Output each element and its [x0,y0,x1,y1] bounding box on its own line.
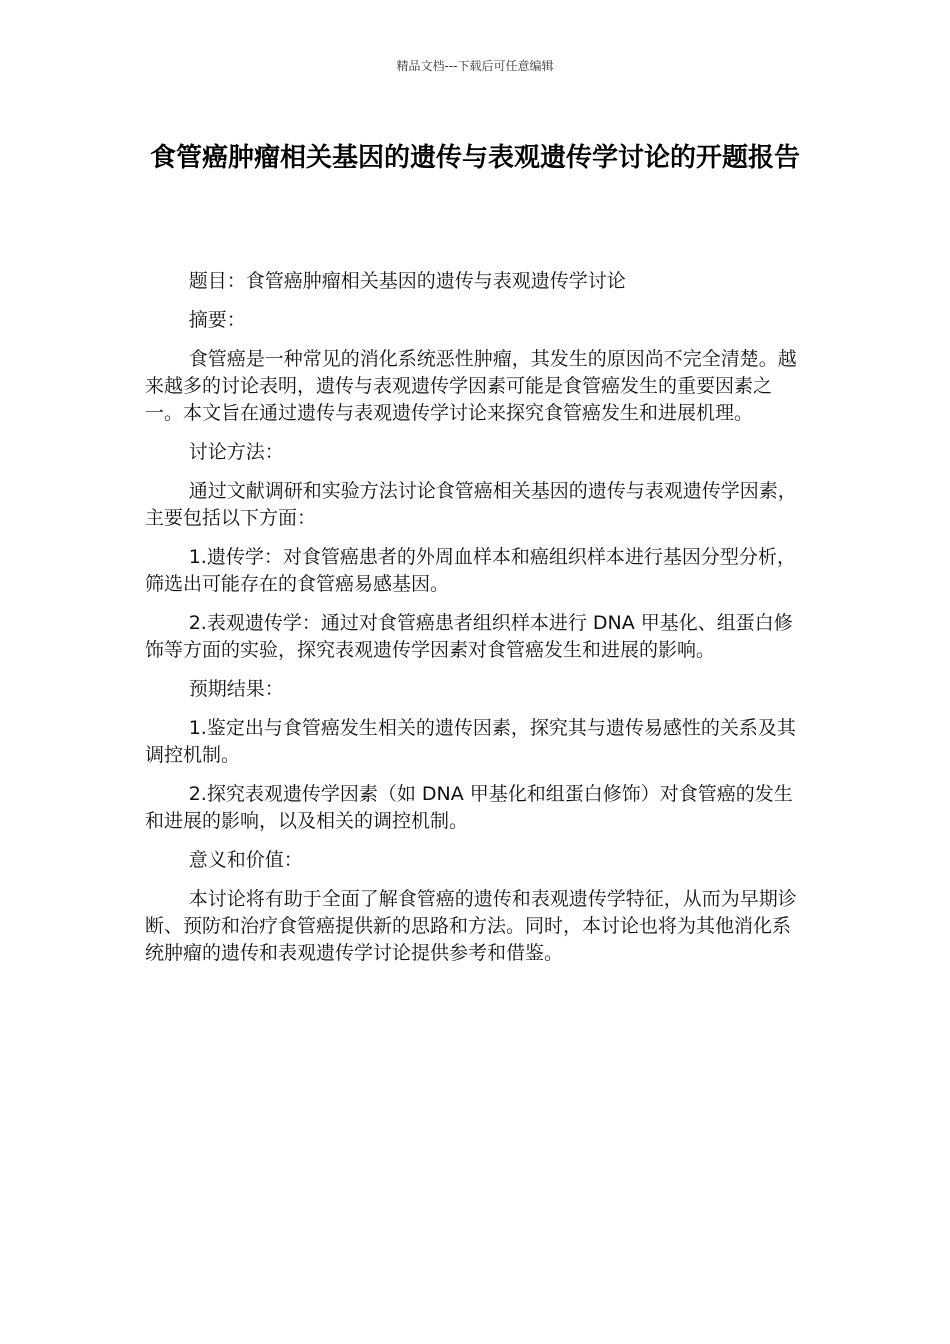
document-body [145,268,805,979]
topic-line: 题目：食管癌肿瘤相关基因的遗传与表观遗传学讨论 [188,270,626,292]
expected-results-item-1: 1.鉴定出与食管癌发生相关的遗传因素，探究其与遗传易感性的关系及其调控机制。 [145,717,796,766]
methods-heading: 讨论方法： [188,441,284,463]
significance-heading: 意义和价值： [188,849,303,871]
abstract-paragraph: 食管癌是一种常见的消化系统恶性肿瘤，其发生的原因尚不完全清楚。越来越多的讨论表明，遗传与表观遗传学因素可能是食管癌发生的重要因素之一。本文旨在通过遗传与表观遗传学讨论来探究食管癌发生和进展机理。 [145,348,797,424]
methods-intro-paragraph: 通过文献调研和实验方法讨论食管癌相关基因的遗传与表观遗传学因素，主要包括以下方面： [145,480,797,529]
abstract-heading: 摘要： [188,309,246,331]
expected-results-item-2: 2.探究表观遗传学因素（如 DNA 甲基化和组蛋白修饰）对食管癌的发生和进展的影响，以及相关的调控机制。 [145,783,793,832]
methods-item-genetics: 1.遗传学：对食管癌患者的外周血样本和癌组织样本进行基因分型分析，筛选出可能存在的食管癌易感基因。 [145,546,796,595]
page-header-watermark: 精品文档---下载后可任意编辑 [396,59,554,73]
document-title: 食管癌肿瘤相关基因的遗传与表观遗传学讨论的开题报告 [149,143,800,173]
expected-results-heading: 预期结果： [188,678,284,700]
methods-item-epigenetics: 2.表观遗传学：通过对食管癌患者组织样本进行 DNA 甲基化、组蛋白修饰等方面的实验，探究表观遗传学因素对食管癌发生和进展的影响。 [145,612,793,661]
significance-paragraph: 本讨论将有助于全面了解食管癌的遗传和表观遗传学特征，从而为早期诊断、预防和治疗食管癌提供新的思路和方法。同时，本讨论也将为其他消化系统肿瘤的遗传和表观遗传学讨论提供参考和借鉴。 [145,888,797,964]
